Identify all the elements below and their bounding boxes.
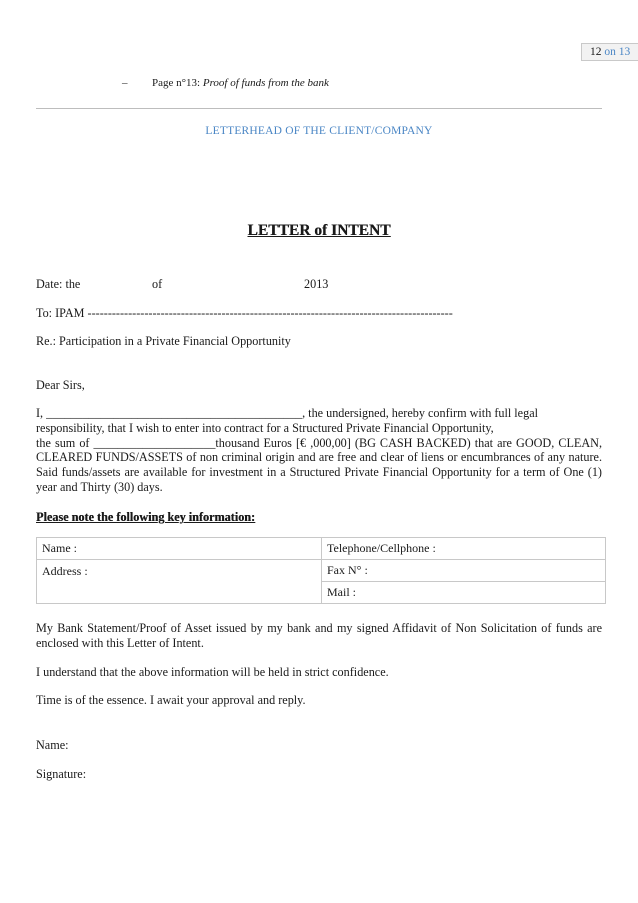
closing-statement: Time is of the essence. I await your approval and reply.: [36, 693, 306, 707]
body-line-3: the sum of ____________________thousand Euros [€ ,000,00] (BG CASH BACKED) that are GOOD, CLEAN, CLEARED FUNDS/ASSETS of non criminal origin and are free and clear of liens or encumbrances of any nature. Said funds/assets are available for investment in a Structured Private Financial Opportunity for a term of One (1) year and Thirty (30) days.: [36, 435, 602, 494]
enclosure-paragraph: My Bank Statement/Proof of Asset issued by my bank and my signed Affidavit of Non Solicitation of funds are enclosed with this Letter of Intent.: [36, 621, 602, 650]
phone-field-label: Telephone/Cellphone :: [322, 538, 606, 560]
name-field-label: Name :: [37, 538, 322, 560]
table-row: [37, 538, 606, 560]
table-row: [37, 560, 606, 582]
total-pages-number: 13: [618, 46, 631, 58]
mail-field-label: Mail :: [322, 582, 606, 604]
date-label: Date: the: [36, 277, 81, 291]
date-year: 2013: [304, 277, 329, 291]
key-info-heading: Please note the following key information:: [36, 510, 256, 524]
section-title: Proof of funds from the bank: [202, 77, 329, 89]
current-page-number: 12: [590, 46, 602, 58]
subject-line: Re.: Participation in a Private Financial Opportunity: [36, 334, 291, 348]
fax-field-label: Fax N° :: [322, 560, 606, 582]
recipient-line: To: IPAM ------------------------------------------------------------------------------------------: [36, 306, 453, 320]
confidentiality-statement: I understand that the above information will be held in strict confidence.: [36, 665, 389, 679]
body-line-1: I, __________________________________________, the undersigned, hereby confirm with full legal: [36, 406, 538, 420]
section-heading: [152, 77, 329, 89]
header-divider: [36, 108, 602, 109]
document-title: LETTER of INTENT: [247, 222, 391, 239]
letterhead-placeholder: LETTERHEAD OF THE CLIENT/COMPANY: [205, 125, 433, 137]
signature-label: Signature:: [36, 767, 87, 781]
body-paragraph: [36, 406, 602, 495]
page-number-badge: [581, 43, 638, 61]
section-prefix: Page n°13:: [152, 77, 201, 89]
salutation: Dear Sirs,: [36, 378, 85, 392]
section-bullet: –: [122, 77, 128, 89]
page-number-separator: on: [604, 46, 616, 58]
body-line-2: responsibility, that I wish to enter into contract for a Structured Private Financial Opportunity,: [36, 420, 494, 435]
key-info-table: [36, 537, 606, 604]
signatory-name-label: Name:: [36, 738, 69, 752]
date-of: of: [152, 277, 163, 291]
address-field-label: Address :: [37, 560, 322, 604]
